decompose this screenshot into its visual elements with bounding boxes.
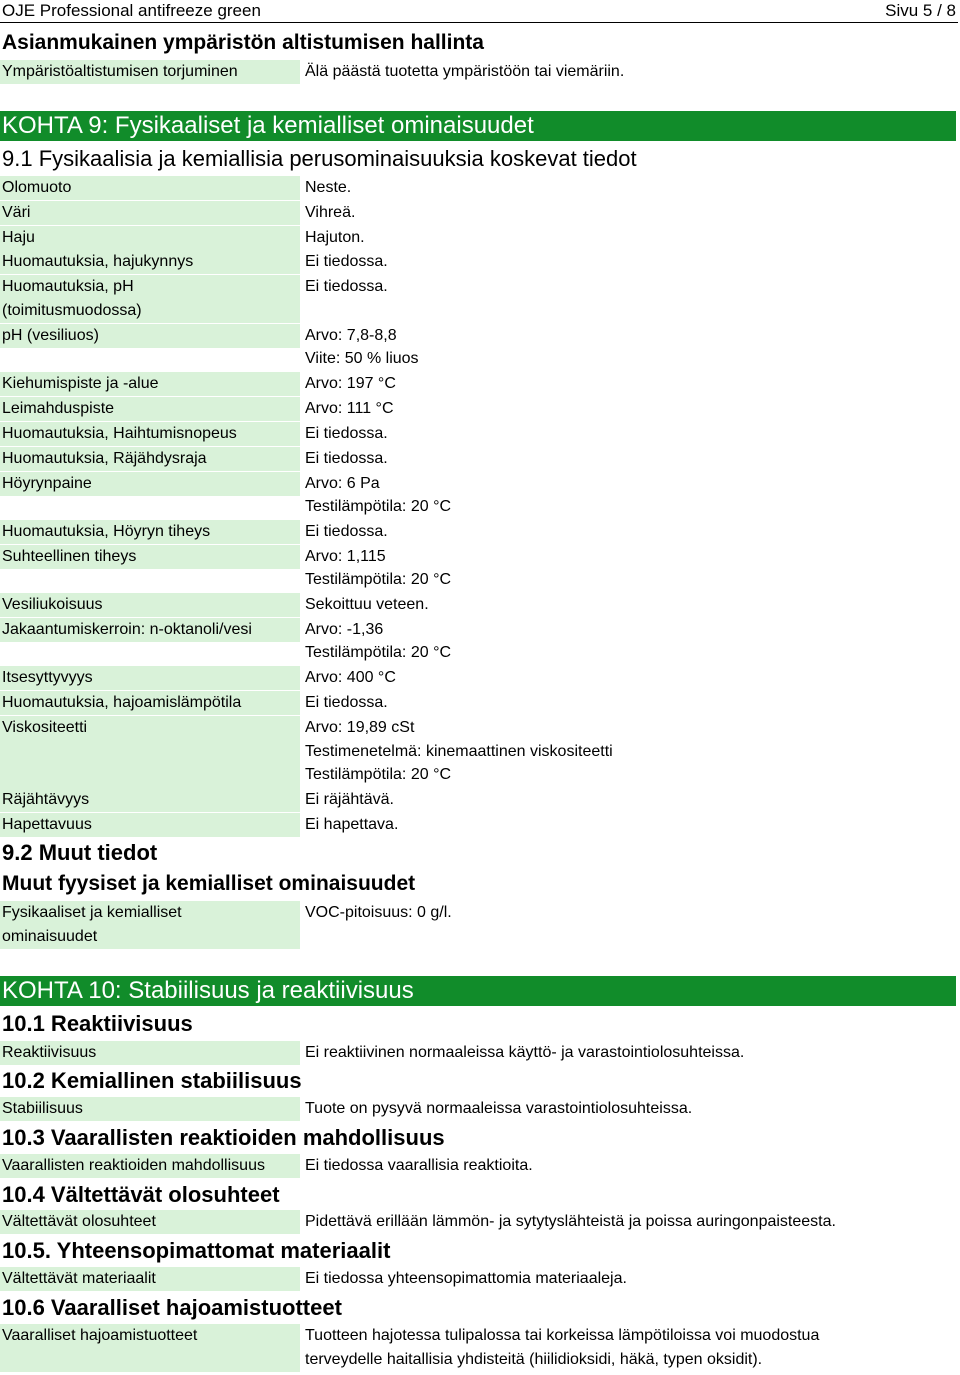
page-header — [0, 0, 958, 23]
prop-label: Huomautuksia, Höyryn tiheys — [0, 520, 300, 544]
document-title: OJE Professional antifreeze green — [2, 1, 261, 20]
prop-label-line: ominaisuudet — [2, 928, 98, 945]
prop-label: Stabiilisuus — [0, 1097, 300, 1121]
section-9-bar: KOHTA 9: Fysikaaliset ja kemialliset ominaisuudet — [0, 111, 956, 141]
prop-label: Reaktiivisuus — [0, 1041, 300, 1065]
prop-value: Ei tiedossa. — [305, 694, 388, 711]
prop-label: Höyrynpaine — [0, 472, 300, 496]
prop-label: Huomautuksia, hajukynnys — [0, 250, 300, 274]
prop-label: Väri — [0, 201, 300, 225]
prop-value: Ei reaktiivinen normaaleissa käyttö- ja varastointiolosuhteissa. — [305, 1044, 745, 1061]
prop-value-line: Testilämpötila: 20 °C — [305, 498, 452, 515]
prop-label-line: Fysikaaliset ja kemialliset — [2, 904, 182, 921]
prop-label: Itsesyttyvyys — [0, 666, 300, 690]
section-9-1-heading: 9.1 Fysikaalisia ja kemiallisia perusominaisuuksia koskevat tiedot — [2, 146, 637, 171]
prop-value: Ei tiedossa. — [305, 450, 388, 467]
prop-value-line: Testilämpötila: 20 °C — [305, 644, 452, 661]
prop-value: Vihreä. — [305, 204, 356, 221]
prop-value: Arvo: 6 Pa — [305, 475, 380, 492]
prop-value: Tuote on pysyvä normaaleissa varastointiolosuhteissa. — [305, 1100, 693, 1117]
prop-label: Räjähtävyys — [0, 788, 300, 812]
prop-value-line: terveydelle haitallisia yhdisteitä (hiilidioksidi, häkä, typen oksidit). — [305, 1351, 763, 1368]
prop-value: Arvo: 400 °C — [305, 669, 396, 686]
prop-value: Ei tiedossa yhteensopimattomia materiaaleja. — [305, 1270, 627, 1287]
prop-value: Ei tiedossa. — [305, 425, 388, 442]
section-10-6-heading: 10.6 Vaaralliset hajoamistuotteet — [2, 1295, 342, 1320]
prop-value: Ei tiedossa vaarallisia reaktioita. — [305, 1157, 533, 1174]
prop-value-line: Testilämpötila: 20 °C — [305, 766, 452, 783]
section-10-5-heading: 10.5. Yhteensopimattomat materiaalit — [2, 1238, 391, 1263]
prop-label-line: Huomautuksia, pH — [2, 278, 134, 295]
prop-value: Arvo: -1,36 — [305, 621, 384, 638]
prop-value: Ei räjähtävä. — [305, 791, 394, 808]
prop-value: Pidettävä erillään lämmön- ja sytytyslähteistä ja poissa auringonpaisteesta. — [305, 1213, 836, 1230]
prop-label: Olomuoto — [0, 176, 300, 200]
prop-label: Viskositeetti — [0, 716, 300, 788]
prop-value: Arvo: 197 °C — [305, 375, 396, 392]
prop-value-line: Testimenetelmä: kinemaattinen viskositeetti — [305, 743, 613, 760]
prop-label — [0, 901, 300, 949]
prop-label: Vältettävät materiaalit — [0, 1267, 300, 1291]
prop-label: Haju — [0, 226, 300, 250]
section-10-3-heading: 10.3 Vaarallisten reaktioiden mahdollisuus — [2, 1125, 445, 1150]
prop-value: Ei tiedossa. — [305, 523, 388, 540]
prop-label: Kiehumispiste ja -alue — [0, 372, 300, 396]
prop-value: Arvo: 1,115 — [305, 548, 386, 565]
section-10-1-heading: 10.1 Reaktiivisuus — [2, 1011, 193, 1036]
page-number: Sivu 5 / 8 — [885, 1, 956, 20]
prop-value: Ei tiedossa. — [305, 253, 388, 270]
prop-label: Vaarallisten reaktioiden mahdollisuus — [0, 1154, 300, 1178]
prop-value: Hajuton. — [305, 229, 365, 246]
prop-label: Vesiliukoisuus — [0, 593, 300, 617]
prop-label: pH (vesiliuos) — [0, 324, 300, 348]
prop-value: Arvo: 19,89 cSt — [305, 719, 415, 736]
prop-value: Tuotteen hajotessa tulipalossa tai korkeissa lämpötiloissa voi muodostua — [305, 1327, 820, 1344]
prop-value: Ei hapettava. — [305, 816, 399, 833]
section-10-2-heading: 10.2 Kemiallinen stabiilisuus — [2, 1068, 302, 1093]
env-label: Ympäristöaltistumisen torjuminen — [0, 60, 300, 84]
prop-label-line: (toimitusmuodossa) — [2, 302, 142, 319]
env-value: Älä päästä tuotetta ympäristöön tai viemäriin. — [305, 63, 625, 80]
prop-label: Vaaralliset hajoamistuotteet — [0, 1324, 300, 1372]
prop-label — [0, 275, 300, 323]
section-9-2-heading: 9.2 Muut tiedot — [2, 840, 158, 865]
prop-label: Jakaantumiskerroin: n-oktanoli/vesi — [0, 618, 300, 642]
prop-label: Huomautuksia, hajoamislämpötila — [0, 691, 300, 715]
prop-value: Neste. — [305, 179, 352, 196]
section-10-bar: KOHTA 10: Stabiilisuus ja reaktiivisuus — [0, 976, 956, 1006]
prop-value: Arvo: 111 °C — [305, 400, 394, 417]
env-heading: Asianmukainen ympäristön altistumisen hallinta — [2, 31, 484, 54]
prop-label: Suhteellinen tiheys — [0, 545, 300, 569]
prop-value-line: Viite: 50 % liuos — [305, 350, 419, 367]
prop-value: Ei tiedossa. — [305, 278, 388, 295]
other-properties-heading: Muut fyysiset ja kemialliset ominaisuudet — [2, 872, 416, 895]
prop-label: Huomautuksia, Haihtumisnopeus — [0, 422, 300, 446]
prop-label: Vältettävät olosuhteet — [0, 1210, 300, 1234]
prop-label: Huomautuksia, Räjähdysraja — [0, 447, 300, 471]
section-10-4-heading: 10.4 Vältettävät olosuhteet — [2, 1182, 280, 1207]
prop-value: Sekoittuu veteen. — [305, 596, 429, 613]
prop-value: Arvo: 7,8-8,8 — [305, 327, 397, 344]
prop-label: Hapettavuus — [0, 813, 300, 837]
prop-value: VOC-pitoisuus: 0 g/l. — [305, 904, 452, 921]
prop-label: Leimahduspiste — [0, 397, 300, 421]
prop-value-line: Testilämpötila: 20 °C — [305, 571, 452, 588]
